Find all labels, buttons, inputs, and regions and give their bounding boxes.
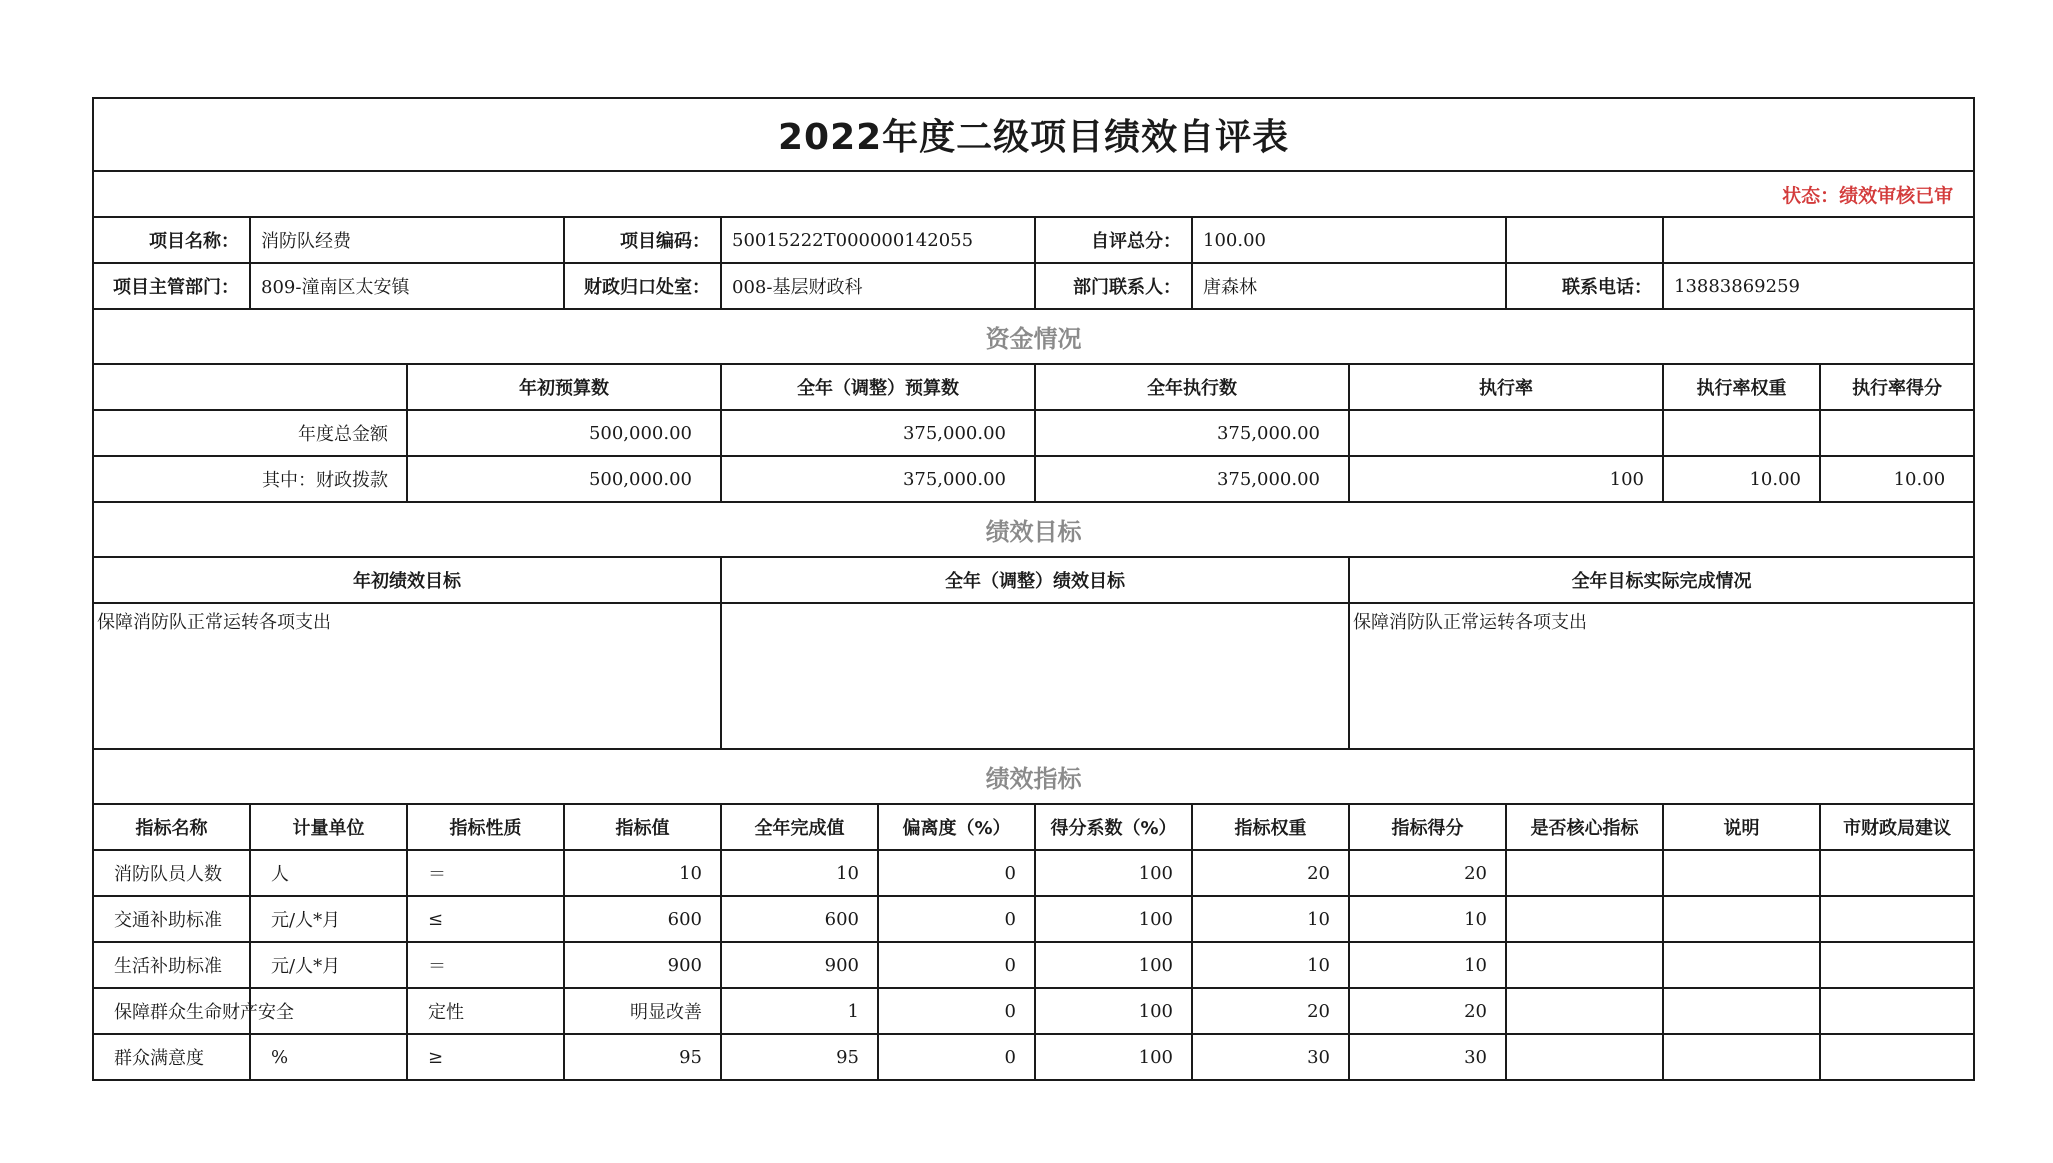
- indicator-nature: 定性: [407, 988, 564, 1034]
- indicator-suggestion: [1820, 988, 1974, 1034]
- dept-value: 809-潼南区太安镇: [250, 263, 564, 309]
- indicator-name: 保障群众生命财产安全: [93, 988, 250, 1034]
- contact-value: 唐森林: [1192, 263, 1506, 309]
- indicator-note: [1663, 896, 1820, 942]
- goals-section-title: 绩效目标: [93, 502, 1974, 557]
- indicator-note: [1663, 850, 1820, 896]
- indicator-nature: ≤: [407, 896, 564, 942]
- indicator-note: [1663, 988, 1820, 1034]
- indicator-coefficient: 100: [1035, 896, 1192, 942]
- indicator-rows: [93, 850, 1974, 1080]
- goal-initial-text: 保障消防队正常运转各项支出: [93, 603, 721, 749]
- funding-weight: 10.00: [1663, 456, 1820, 502]
- indicator-name: 群众满意度: [93, 1034, 250, 1080]
- indicator-nature: ≥: [407, 1034, 564, 1080]
- phone-value: 13883869259: [1663, 263, 1974, 309]
- funding-row: [93, 456, 1974, 502]
- indicator-weight: 20: [1192, 850, 1349, 896]
- indicator-deviation: 0: [878, 850, 1035, 896]
- indicator-header: 说明: [1663, 804, 1820, 850]
- goals-header-actual: 全年目标实际完成情况: [1349, 557, 1974, 603]
- indicator-header: 指标性质: [407, 804, 564, 850]
- funding-row-label: 年度总金额: [93, 410, 407, 456]
- office-label: 财政归口处室：: [564, 263, 721, 309]
- indicator-suggestion: [1820, 1034, 1974, 1080]
- indicator-unit: 元/人*月: [250, 942, 407, 988]
- indicator-completed: 10: [721, 850, 878, 896]
- funding-initial: 500,000.00: [407, 410, 721, 456]
- goals-header-initial: 年初绩效目标: [93, 557, 721, 603]
- funding-section-title: 资金情况: [93, 309, 1974, 364]
- indicator-core: [1506, 988, 1663, 1034]
- indicators-header-row: [93, 804, 1974, 850]
- indicator-unit: 人: [250, 850, 407, 896]
- indicator-score: 20: [1349, 850, 1506, 896]
- indicator-value: 900: [564, 942, 721, 988]
- funding-header: 全年执行数: [1035, 364, 1349, 410]
- funding-rate: 100: [1349, 456, 1663, 502]
- indicator-suggestion: [1820, 896, 1974, 942]
- indicator-header: 偏离度（%）: [878, 804, 1035, 850]
- goal-adjusted-text: [721, 603, 1349, 749]
- indicator-suggestion: [1820, 850, 1974, 896]
- indicator-name: 生活补助标准: [93, 942, 250, 988]
- indicator-row: [93, 1034, 1974, 1080]
- indicator-core: [1506, 942, 1663, 988]
- indicator-deviation: 0: [878, 942, 1035, 988]
- indicator-coefficient: 100: [1035, 850, 1192, 896]
- funding-score: [1820, 410, 1974, 456]
- indicator-coefficient: 100: [1035, 1034, 1192, 1080]
- funding-header: 执行率权重: [1663, 364, 1820, 410]
- indicator-coefficient: 100: [1035, 988, 1192, 1034]
- funding-adjusted: 375,000.00: [721, 410, 1035, 456]
- total-score-label: 自评总分：: [1035, 217, 1192, 263]
- indicator-core: [1506, 896, 1663, 942]
- funding-rate: [1349, 410, 1663, 456]
- funding-initial: 500,000.00: [407, 456, 721, 502]
- indicator-value: 明显改善: [564, 988, 721, 1034]
- indicator-core: [1506, 1034, 1663, 1080]
- indicator-score: 10: [1349, 942, 1506, 988]
- indicator-row: [93, 850, 1974, 896]
- indicator-weight: 10: [1192, 942, 1349, 988]
- indicator-header: 市财政局建议: [1820, 804, 1974, 850]
- goals-header-row: [93, 557, 1974, 603]
- indicator-header: 计量单位: [250, 804, 407, 850]
- total-score-value: 100.00: [1192, 217, 1506, 263]
- indicator-name: 交通补助标准: [93, 896, 250, 942]
- project-code-value: 50015222T000000142055: [721, 217, 1035, 263]
- indicator-header: 指标得分: [1349, 804, 1506, 850]
- project-info-row-1: [93, 217, 1974, 263]
- indicator-score: 10: [1349, 896, 1506, 942]
- indicator-weight: 30: [1192, 1034, 1349, 1080]
- indicator-nature: ＝: [407, 942, 564, 988]
- indicator-note: [1663, 942, 1820, 988]
- indicator-row: [93, 942, 1974, 988]
- indicator-unit: %: [250, 1034, 407, 1080]
- indicator-completed: 600: [721, 896, 878, 942]
- indicator-deviation: 0: [878, 1034, 1035, 1080]
- indicator-note: [1663, 1034, 1820, 1080]
- goal-actual-text: 保障消防队正常运转各项支出: [1349, 603, 1974, 749]
- indicator-row: [93, 988, 1974, 1034]
- indicator-value: 600: [564, 896, 721, 942]
- funding-header: 年初预算数: [407, 364, 721, 410]
- indicator-header: 是否核心指标: [1506, 804, 1663, 850]
- funding-weight: [1663, 410, 1820, 456]
- funding-header-row: [93, 364, 1974, 410]
- funding-header: 执行率: [1349, 364, 1663, 410]
- indicator-header: 指标值: [564, 804, 721, 850]
- indicator-unit: 元/人*月: [250, 896, 407, 942]
- dept-label: 项目主管部门：: [93, 263, 250, 309]
- funding-score: 10.00: [1820, 456, 1974, 502]
- indicator-weight: 10: [1192, 896, 1349, 942]
- funding-header: 全年（调整）预算数: [721, 364, 1035, 410]
- office-value: 008-基层财政科: [721, 263, 1035, 309]
- goals-content-row: [93, 603, 1974, 749]
- funding-header: [93, 364, 407, 410]
- indicator-completed: 95: [721, 1034, 878, 1080]
- indicator-value: 10: [564, 850, 721, 896]
- indicator-score: 20: [1349, 988, 1506, 1034]
- empty-cell: [1506, 217, 1663, 263]
- indicator-completed: 1: [721, 988, 878, 1034]
- indicator-row: [93, 896, 1974, 942]
- funding-header: 执行率得分: [1820, 364, 1974, 410]
- indicator-core: [1506, 850, 1663, 896]
- indicator-name: 消防队员人数: [93, 850, 250, 896]
- page-title: 2022年度二级项目绩效自评表: [93, 98, 1974, 171]
- funding-row-label: 其中：财政拨款: [93, 456, 407, 502]
- phone-label: 联系电话：: [1506, 263, 1663, 309]
- indicator-deviation: 0: [878, 896, 1035, 942]
- project-name-label: 项目名称：: [93, 217, 250, 263]
- funding-executed: 375,000.00: [1035, 410, 1349, 456]
- indicator-suggestion: [1820, 942, 1974, 988]
- indicator-header: 得分系数（%）: [1035, 804, 1192, 850]
- indicator-header: 指标名称: [93, 804, 250, 850]
- project-code-label: 项目编码：: [564, 217, 721, 263]
- indicator-weight: 20: [1192, 988, 1349, 1034]
- indicators-section-title: 绩效指标: [93, 749, 1974, 804]
- project-name-value: 消防队经费: [250, 217, 564, 263]
- status-badge: 状态：绩效审核已审: [93, 171, 1974, 217]
- indicator-coefficient: 100: [1035, 942, 1192, 988]
- empty-cell: [1663, 217, 1974, 263]
- indicator-header: 全年完成值: [721, 804, 878, 850]
- indicator-header: 指标权重: [1192, 804, 1349, 850]
- evaluation-sheet: [92, 97, 1975, 1081]
- goals-header-adjusted: 全年（调整）绩效目标: [721, 557, 1349, 603]
- contact-label: 部门联系人：: [1035, 263, 1192, 309]
- funding-adjusted: 375,000.00: [721, 456, 1035, 502]
- indicator-score: 30: [1349, 1034, 1506, 1080]
- indicator-deviation: 0: [878, 988, 1035, 1034]
- project-info-row-2: [93, 263, 1974, 309]
- indicator-nature: ＝: [407, 850, 564, 896]
- funding-row: [93, 410, 1974, 456]
- funding-executed: 375,000.00: [1035, 456, 1349, 502]
- indicator-value: 95: [564, 1034, 721, 1080]
- indicator-completed: 900: [721, 942, 878, 988]
